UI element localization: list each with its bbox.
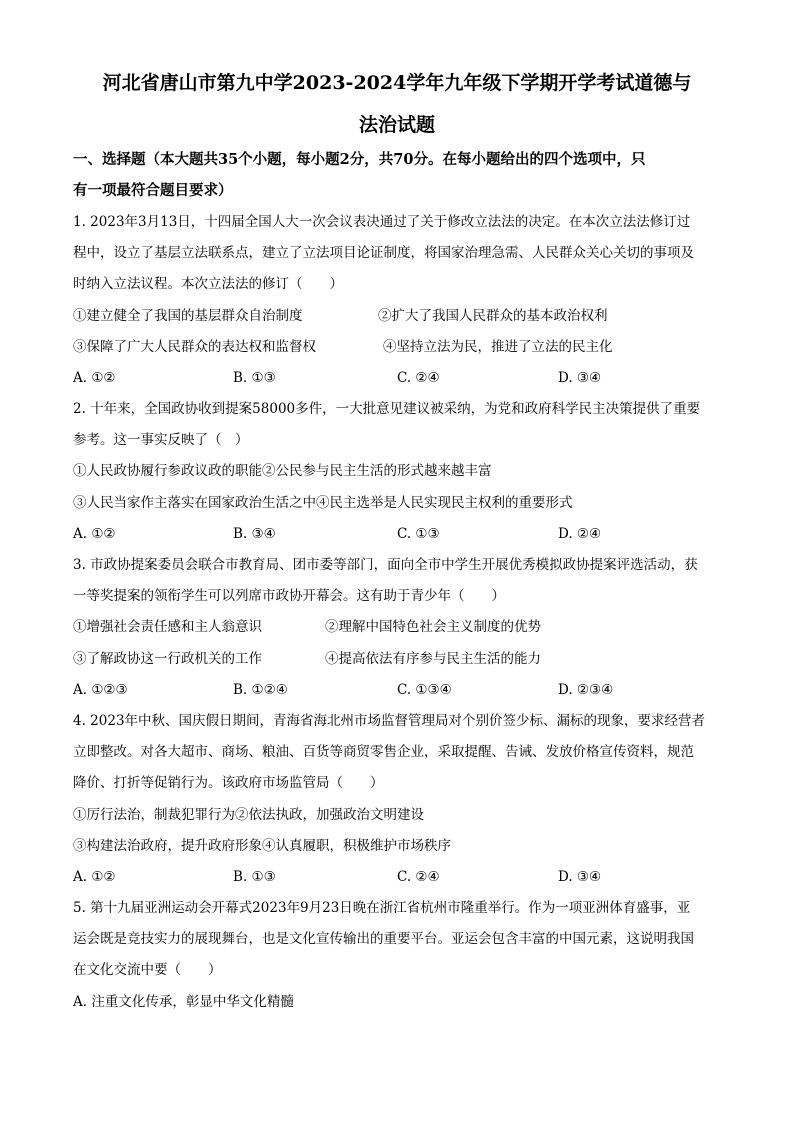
- q5-stem-line-1: 5. 第十九届亚洲运动会开幕式2023年9月23日晚在浙江省杭州市隆重举行。作为一项亚洲体育盛事，亚: [73, 900, 691, 916]
- exam-title-line-2: 法治试题: [358, 114, 435, 136]
- q4-statement-line-1: ①厉行法治，制裁犯罪行为②依法执政，加强政治文明建设: [73, 807, 424, 823]
- q2-stem-line-1: 2. 十年来，全国政协收到提案58000多件，一大批意见建议被采纳，为党和政府科学民主决策提供了重要: [73, 401, 701, 417]
- q1-statement-4: ④坚持立法为民，推进了立法的民主化: [383, 339, 613, 355]
- q4-choice-b[interactable]: B. ①③: [233, 869, 276, 885]
- q1-statement-3: ③保障了广大人民群众的表达权和监督权: [73, 339, 316, 355]
- q1-statement-1: ①建立健全了我国的基层群众自治制度: [73, 308, 303, 324]
- q2-choice-d[interactable]: D. ②④: [558, 526, 602, 542]
- q2-choice-a[interactable]: A. ①②: [73, 526, 116, 542]
- q1-choice-d[interactable]: D. ③④: [558, 370, 602, 386]
- section-heading-line-1: 一、选择题（本大题共35个小题，每小题2分，共70分。在每小题给出的四个选项中，只: [73, 151, 646, 168]
- q1-stem-line-2: 程中，设立了基层立法联系点，建立了立法项目论证制度，将国家治理急需、人民群众关心关切的事项及: [73, 245, 694, 261]
- q4-choice-d[interactable]: D. ③④: [558, 869, 602, 885]
- q3-choice-d[interactable]: D. ②③④: [558, 682, 614, 698]
- q3-choice-b[interactable]: B. ①②④: [233, 682, 288, 698]
- q4-stem-line-3: 降价、打折等促销行为。该政府市场监管局（ ）: [73, 775, 384, 791]
- q5-stem-line-3: 在文化交流中要（ ）: [73, 962, 222, 978]
- q3-choice-a[interactable]: A. ①②③: [73, 682, 128, 698]
- q2-statement-line-1: ①人民政协履行参政议政的职能②公民参与民主生活的形式越来越丰富: [73, 463, 492, 479]
- q4-choice-c[interactable]: C. ②④: [397, 869, 440, 885]
- q4-stem-line-1: 4. 2023年中秋、国庆假日期间，青海省海北州市场监督管理局对个别价签少标、漏标的现象，要求经营者: [73, 713, 706, 729]
- exam-title-line-1: 河北省唐山市第九中学2023-2024学年九年级下学期开学考试道德与: [102, 72, 692, 94]
- q1-choice-c[interactable]: C. ②④: [397, 370, 440, 386]
- q1-choice-a[interactable]: A. ①②: [73, 370, 116, 386]
- q2-choice-c[interactable]: C. ①③: [397, 526, 440, 542]
- q3-statement-1: ①增强社会责任感和主人翁意识: [73, 619, 262, 635]
- q3-statement-2: ②理解中国特色社会主义制度的优势: [325, 619, 541, 635]
- q3-stem-line-1: 3. 市政协提案委员会联合市教育局、团市委等部门，面向全市中学生开展优秀模拟政协提案评选活动，获: [73, 557, 698, 573]
- q4-stem-line-2: 立即整改。对各大超市、商场、粮油、百货等商贸零售企业，采取提醒、告诫、发放价格宣传资料，规范: [73, 744, 694, 760]
- q5-stem-line-2: 运会既是竞技实力的展现舞台，也是文化宣传输出的重要平台。亚运会包含丰富的中国元素，这说明我国: [73, 931, 694, 947]
- q2-stem-line-2: 参考。这一事实反映了（ ）: [73, 432, 249, 448]
- q2-choice-b[interactable]: B. ③④: [233, 526, 276, 542]
- q1-stem-line-3: 时纳入立法议程。本次立法法的修订（ ）: [73, 276, 343, 292]
- q1-statement-2: ②扩大了我国人民群众的基本政治权利: [378, 308, 608, 324]
- q3-choice-c[interactable]: C. ①③④: [397, 682, 452, 698]
- q1-stem-line-1: 1. 2023年3月13日，十四届全国人大一次会议表决通过了关于修改立法法的决定。在本次立法法修订过: [73, 214, 691, 230]
- q2-statement-line-2: ③人民当家作主落实在国家政治生活之中④民主选举是人民实现民主权利的重要形式: [73, 495, 573, 511]
- q1-choice-b[interactable]: B. ①③: [233, 370, 276, 386]
- q3-statement-3: ③了解政协这一行政机关的工作: [73, 651, 262, 667]
- q3-stem-line-2: 一等奖提案的领衔学生可以列席市政协开幕会。这有助于青少年（ ）: [73, 588, 505, 604]
- section-heading-line-2: 有一项最符合题目要求）: [73, 182, 233, 199]
- q4-choice-a[interactable]: A. ①②: [73, 869, 116, 885]
- q4-statement-line-2: ③构建法治政府，提升政府形象④认真履职，积极维护市场秩序: [73, 838, 451, 854]
- q3-statement-4: ④提高依法有序参与民主生活的能力: [325, 651, 541, 667]
- q5-choice-a[interactable]: A. 注重文化传承，彰显中华文化精髓: [73, 994, 294, 1010]
